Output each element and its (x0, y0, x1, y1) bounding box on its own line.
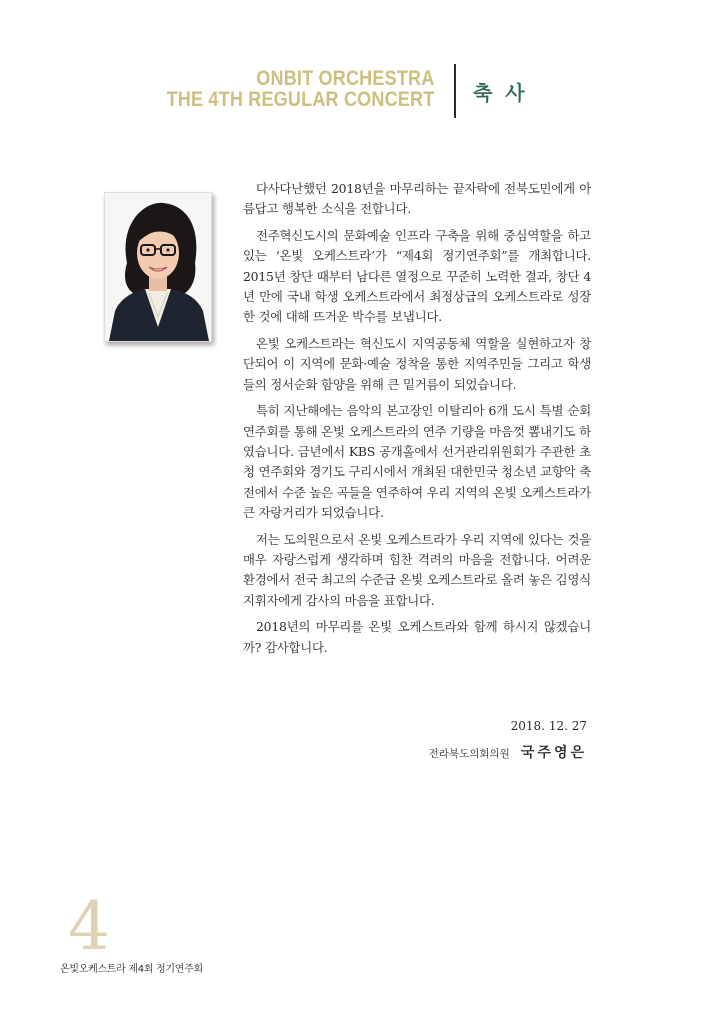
congratulatory-message (243, 179, 591, 665)
section-title: 축 사 (473, 81, 528, 105)
letter-date: 2018. 12. 27 (510, 719, 587, 733)
paragraph: 전주혁신도시의 문화예술 인프라 구축을 위해 중심역할을 하고 있는 ‘온빛 오케스트라’가 “제4회 정기연주회”를 개최합니다. 2015년 창단 때부터 남다른 열정으로 꾸준히 노력한 결과, 창단 4년 만에 국내 학생 오케스트라에서 최정상급의 오케스트라로 성장한 것에 대해 뜨거운 박수를 보냅니다. (243, 228, 591, 325)
title-line-1: ONBIT ORCHESTRA (255, 67, 434, 90)
paragraph: 저는 도의원으로서 온빛 오케스트라가 우리 지역에 있다는 것을 매우 자랑스럽게 생각하며 힘찬 격려의 마음을 전합니다. 어려운 환경에서 전국 최고의 수준급 온빛 오케스트라로 올려 놓은 김영식 지휘자에게 감사의 마음을 표합니다. (243, 531, 591, 608)
header-divider (454, 64, 456, 118)
signature (429, 742, 587, 762)
paragraph: 2018년의 마무리를 온빛 오케스트라와 함께 하시지 않겠습니까? 감사합니다. (243, 619, 591, 655)
paragraph: 온빛 오케스트라는 혁신도시 지역공동체 역할을 실현하고자 창단되어 이 지역에 문화·예술 정착을 통한 지역주민들 그리고 학생들의 정서순화 함양을 위해 큰 밑거름이 되었습니다. (243, 336, 591, 392)
portrait-photo (104, 192, 212, 342)
publication-title: 온빛오케스트라 제4회 정기연주회 (60, 964, 203, 975)
title-line-2: THE 4TH REGULAR CONCERT (166, 88, 434, 111)
paragraph: 특히 지난해에는 음악의 본고장인 이탈리아 6개 도시 특별 순회 연주회를 통해 온빛 오케스트라의 연주 기량을 마음껏 뽐내기도 하였습니다. 금년에서 KBS 공개홀에서 선거관리위원회가 주관한 초청 연주회와 경기도 구리시에서 개최된 대한민국 청소년 교향악 축전에서 수준 높은 곡들을 연주하여 우리 지역의 온빛 오케스트라가 큰 자랑거리가 되었습니다. (243, 403, 591, 520)
concert-title-en (166, 68, 434, 110)
page-number: 4 (68, 888, 110, 965)
portrait-image (105, 193, 211, 341)
signature-name: 국주영은 (520, 745, 587, 761)
page-header (0, 60, 710, 120)
paragraph: 다사다난했던 2018년을 마무리하는 끝자락에 전북도민에게 아름답고 행복한 소식을 전합니다. (243, 181, 591, 217)
signature-position: 전라북도의회의원 (428, 748, 510, 760)
